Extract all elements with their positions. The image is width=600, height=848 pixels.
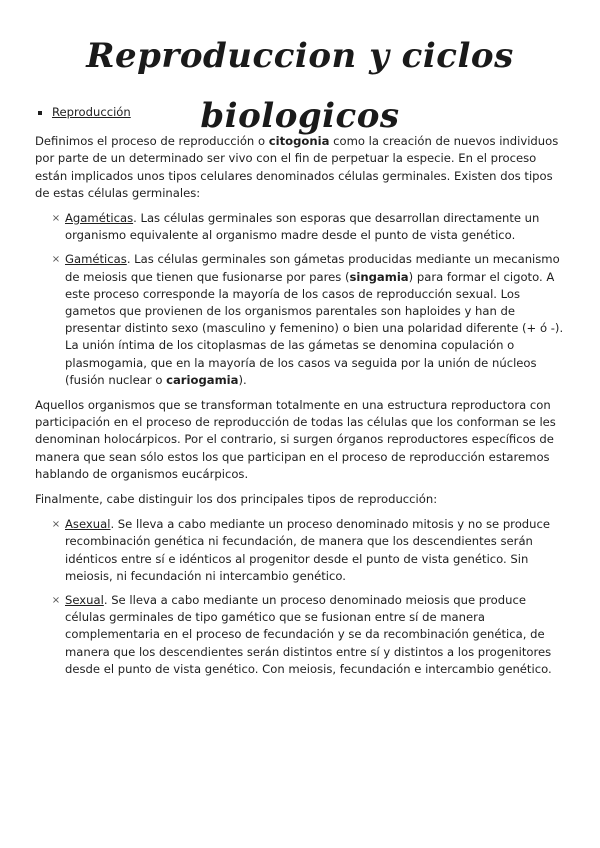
x-bullet-icon: × [51,519,61,531]
list-item: × Asexual. Se lleva a cabo mediante un proceso denominado mitosis y no se produce recombinación genética ni fecundación, de manera que los descendientes serán idénticos entre sí e idénticos al progenitor desde el punto de vista genético. Sin meiosis, ni fecundación ni intercambio genético. [35,516,565,585]
list-item: × Gaméticas. Las células germinales son gámetas producidas mediante un mecanismo de meiosis que tienen que fusionarse por pares (singamia) para formar el cigoto. A este proceso corresponde la mayoría de los casos de reproducción sexual. Los gametos que provienen de los organismos parentales son haploides y han de presentar distinto sexo (masculino y femenino) o bien una polaridad diferente (+ ó -). La unión íntima de los citoplasmas de las gámetas se denomina copulación o plasmogamia, que en la mayoría de los casos va seguida por la unión de núcleos (fusión nuclear o cariogamia). [35,251,565,389]
final-paragraph: Finalmente, cabe distinguir los dos principales tipos de reproducción: [35,492,438,507]
repro-types-list [35,516,565,678]
x-bullet-icon: × [51,213,61,225]
list-item: × Sexual. Se lleva a cabo mediante un proceso denominado meiosis que produce células germinales de tipo gamético que se fusionan entre sí de manera complementaria en el proceso de fecundación y se da recombinación genética, de manera que los descendientes serán distintos entre sí y distintos a los progenitores desde el punto de vista genético. Con meiosis, fecundación e intercambio genético. [35,592,565,678]
intro-paragraph: Definimos el proceso de reproducción o citogonia como la creación de nuevos individuos por parte de un determinado ser vivo con el fin de perpetuar la especie. En el proceso están implicados unos tipos celulares denominados células germinales. Existen dos tipos de estas células germinales: [35,134,559,200]
x-bullet-icon: × [51,254,61,266]
list-item: × Agaméticas. Las células germinales son esporas que desarrollan directamente un organismo equivalente al organismo madre desde el punto de vista genético. [35,210,565,244]
page-title: Reproduccion y ciclos biologicos [86,36,514,136]
square-bullet-icon [38,111,42,115]
section-heading-text: Reproducción [52,105,131,119]
germ-types-list [35,210,565,389]
document-body [35,104,565,686]
section-heading [35,104,565,121]
organisms-paragraph: Aquellos organismos que se transforman totalmente en una estructura reproductora con participación en el proceso de reproducción de todas las células que los conforman se les denominan holocárpicos. Por el contrario, si surgen órganos reproductores específicos de manera que sean sólo estos los que participan en el proceso de reproducción estaremos hablando de organismos eucárpicos. [35,398,556,481]
x-bullet-icon: × [51,595,61,607]
